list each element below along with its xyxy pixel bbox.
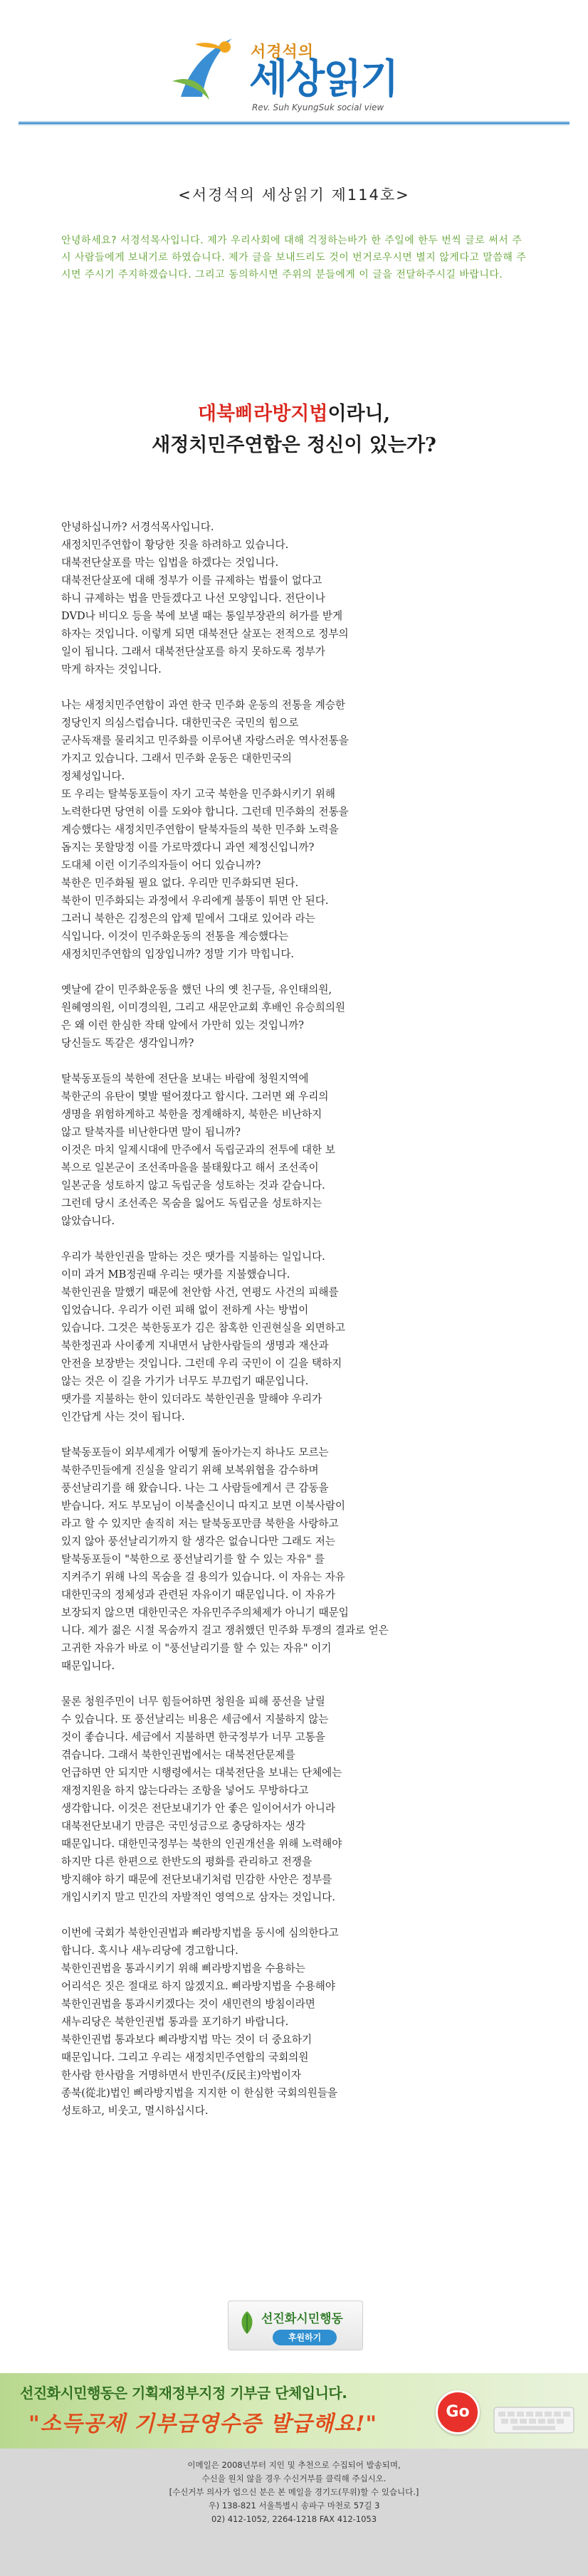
header-divider-accent bbox=[19, 122, 569, 124]
body-paragraph: 안녕하십니까? 서경석목사입니다. 새정치민주연합이 황당한 짓을 하려하고 있습니다. 대북전단살포를 막는 입법을 하겠다는 것입니다. 대북전단살포에 대해 정부가 이를 규제하는 법률이 없다고 하니 규제하는 법을 만들겠다고 나선 모양입니다. 전단이나 DVD나 비디오 등을 북에 보낼 때는 통일부장관의 허가를 받게 하자는 것입니다. 이렇게 되면 대북전단 살포는 전적으로 정부의 일이 됩니다. 그래서 대북전단살포를 하지 못하도록 정부가 막게 하자는 것입니다. bbox=[61, 521, 349, 675]
body-paragraph: 옛날에 같이 민주화운동을 했던 나의 옛 친구들, 유인태의원, 원혜영의원, 이미경의원, 그리고 새문안교회 후배인 유승희의원 은 왜 이런 한심한 작태 앞에서 가만히 있는 것입니까? 당신들도 똑같은 생각입니까? bbox=[61, 984, 346, 1049]
sponsor-badge[interactable] bbox=[228, 2301, 363, 2350]
issue-title: <서경석의 세상읽기 제114호> bbox=[178, 186, 410, 204]
logo-title: 세상읽기 bbox=[249, 56, 398, 102]
go-button[interactable]: Go bbox=[436, 2390, 480, 2434]
footer-line: 02) 412-1052, 2264-1218 FAX 412-1053 bbox=[211, 2514, 377, 2524]
article-headline bbox=[0, 399, 588, 461]
logo bbox=[167, 31, 466, 110]
sponsor-name: 선진화시민행동 bbox=[261, 2312, 343, 2326]
newsletter-footer bbox=[0, 2449, 588, 2576]
body-paragraph: 물론 청원주민이 너무 힘들어하면 청원을 피해 풍선을 날릴 수 있습니다. 또 풍선날리는 비용은 세금에서 지불하지 않는 것이 좋습니다. 세금에서 지불하면 한국정부가 너무 고통을 겪습니다. 그래서 북한인권법에서는 대북전단문제를 언급하면 안 되지만 시행령에서는 대북전단을 보내는 단체에는 재정지원을 하지 않는다라는 조항을 넣어도 무방하다고 생각합니다. 이것은 전단보내기가 안 좋은 일이어서가 아니라 대북전단보내기 만큼은 국민성금으로 충당하자는 생각 때문입니다. 대한민국정부는 북한의 인권개선을 위해 노력해야 하지만 다른 한편으로 한반도의 평화를 관리하고 전쟁을 방지해야 하기 때문에 전단보내기처럼 민감한 사안은 정부를 개입시키지 말고 민간의 자발적인 영역으로 삼자는 것입니다. bbox=[61, 1696, 342, 1903]
body-paragraph: 나는 새정치민주연합이 과연 한국 민주화 운동의 전통을 계승한 정당인지 의심스럽습니다. 대한민국은 국민의 힘으로 군사독재를 물리치고 민주화를 이루어낸 자랑스러운 역사전통을 가지고 있습니다. 그래서 민주화 운동은 대한민국의 정체성입니다. 또 우리는 탈북동포들이 자기 고국 북한을 민주화시키기 위해 노력한다면 당연히 이를 도와야 합니다. 그런데 민주화의 전통을 계승했다는 새정치민주연합이 탈북자들의 북한 민주화 노력을 돕지는 못할망정 이를 가로막겠다니 과연 제정신입니까? 도대체 이런 이기주의자들이 어디 있습니까? 북한은 민주화될 필요 없다. 우리만 민주화되면 된다. 북한이 민주화되는 과정에서 우리에게 불똥이 튀면 안 된다. 그러니 북한은 김정은의 압제 밑에서 그대로 있어라 라는 식입니다. 이것이 민주화운동의 전통을 계승했다는 새정치민주연합의 입장입니까? 정말 기가 막힙니다. bbox=[61, 699, 349, 960]
footer-line: 수신을 원치 않을 경우 수신거부를 클릭해 주십시오. bbox=[201, 2474, 387, 2483]
footer-line: [수신거부 의사가 업으신 분은 본 메일을 경기도(무위)할 수 있습니다.] bbox=[169, 2487, 419, 2497]
donation-title: 선진화시민행동은 기획재정부지정 기부금 단체입니다. bbox=[20, 2385, 347, 2402]
headline-highlight: 대북삐라방지법 bbox=[197, 403, 328, 425]
footer-line: 우) 138-821 서울특별시 송파구 마천로 57길 3 bbox=[208, 2501, 380, 2511]
sponsor-button[interactable]: 후원하기 bbox=[273, 2330, 337, 2345]
headline-line2: 새정치민주연합은 정신이 있는가? bbox=[152, 434, 436, 456]
body-paragraph: 탈북동포들의 북한에 전단을 보내는 바람에 청원지역에 북한군의 유탄이 몇발 떨어졌다고 합시다. 그러면 왜 우리의 생명을 위험하게하고 북한을 정계해하지, 북한은 비난하지 않고 탈북자를 비난한다면 말이 됩니까? 이것은 마치 일제시대에 만주에서 독립군과의 전투에 대한 보 복으로 일본군이 조선족마을을 불태웠다고 해서 조선족이 일본군을 성토하지 않고 독립군을 성토하는 것과 같습니다. 그런데 당시 조선족은 목숨을 잃어도 독립군을 성토하지는 않았습니다. bbox=[61, 1073, 335, 1227]
logo-english-tagline: Rev. Suh KyungSuk social view bbox=[252, 102, 384, 112]
logo-swoosh-icon bbox=[167, 31, 245, 110]
footer-text bbox=[0, 2459, 588, 2526]
body-paragraph: 우리가 북한인권을 말하는 것은 땟가를 지불하는 일입니다. 이미 과거 MB정권때 우리는 땟가를 지불했습니다. 북한인권을 말했기 때문에 천안함 사건, 연평도 사건의 피해를 입었습니다. 우리가 이런 피해 없이 전하게 사는 방법이 있습니다. 그것은 북한동포가 김은 참혹한 인권현실을 외면하고 북한정권과 사이좋게 지내면서 남한사람들의 생명과 재산과 안전을 보장받는 것입니다. 그런데 우리 국민이 이 길을 택하지 않는 것은 이 길을 가기가 너무도 부끄럽기 때문입니다. 땟가를 지불하는 한이 있더라도 북한인권을 말해야 우리가 인간답게 사는 것이 됩니다. bbox=[61, 1251, 346, 1423]
intro-text: 안녕하세요? 서경석목사입니다. 제가 우리사회에 대해 걱정하는바가 한 주일에 한두 번씩 글로 써서 주시 사람들에게 보내기로 하였습니다. 제가 글을 보내드리도 것이 번거로우시면 별지 않게다고 말씀해 주시면 주시기 주지하겠습니다. 그리고 동의하시면 주위의 분들에게 이 글을 전달하주시길 바랍니다. bbox=[61, 235, 527, 280]
footer-line: 이메일은 2008년부터 지인 및 추천으로 수집되어 발송되며, bbox=[187, 2460, 401, 2470]
leaf-icon bbox=[238, 2310, 256, 2335]
body-paragraph: 이번에 국회가 북한인권법과 삐라방지법을 동시에 심의한다고 합니다. 혹시나 새누리당에 경고합니다. 북한인권법을 통과시키기 위해 삐라방지법을 수용하는 어리석은 짓은 절대로 하지 않겠지요. 삐라방지법을 수용해야 북한인권법을 통과시키겠다는 것이 새민련의 방침이라면 새누리당은 북한인권법 통과를 포기하기 바랍니다. 북한인권법 통과보다 삐라방지법 막는 것이 더 중요하기 때문입니다. 그리고 우리는 새정치민주연합의 국회의원 한사람 한사람을 거명하면서 반민주(反民主)악법이자 종북(從北)법인 삐라방지법을 지지한 이 한심한 국회의원들을 성토하고, 비웃고, 멸시하십시다. bbox=[61, 1927, 339, 2117]
logo-subtitle: 서경석의 bbox=[251, 43, 315, 61]
article-body bbox=[61, 518, 531, 2138]
donation-slogan: "소득공제 기부금영수증 발급해요!" bbox=[28, 2412, 378, 2436]
headline-line1-rest: 이라니, bbox=[327, 403, 391, 425]
newsletter-header bbox=[0, 0, 588, 127]
keyboard-icon bbox=[491, 2394, 577, 2437]
body-paragraph: 탈북동포들이 외부세계가 어떻게 돌아가는지 하나도 모르는 북한주민들에게 진실을 알리기 위해 보복위협을 감수하며 풍선날리기를 해 왔습니다. 나는 그 사람들에게서 큰 감동을 받습니다. 저도 부모님이 이북출신이니 따지고 보면 이북사람이 라고 할 수 있지만 솔직히 저는 탈북동포만큼 북한을 사랑하고 있지 않아 풍선날리기까지 할 생각은 없습니다만 그래도 저는 탈북동포들이 "북한으로 풍선날리기를 할 수 있는 자유" 를 지켜주기 위해 나의 목숨을 걸 용의가 있습니다. 이 자유는 자유 대한민국의 정체성과 관련된 자유이기 때문입니다. 이 자유가 보장되지 않으면 대한민국은 자유민주주의체제가 아니기 때문입 니다. 제가 젊은 시절 목숨까지 걸고 쟁취했던 민주화 투쟁의 결과로 얻은 고귀한 자유가 바로 이 "풍선날리기를 할 수 있는 자유" 이기 때문입니다. bbox=[61, 1446, 389, 1672]
donation-banner[interactable] bbox=[0, 2373, 588, 2449]
